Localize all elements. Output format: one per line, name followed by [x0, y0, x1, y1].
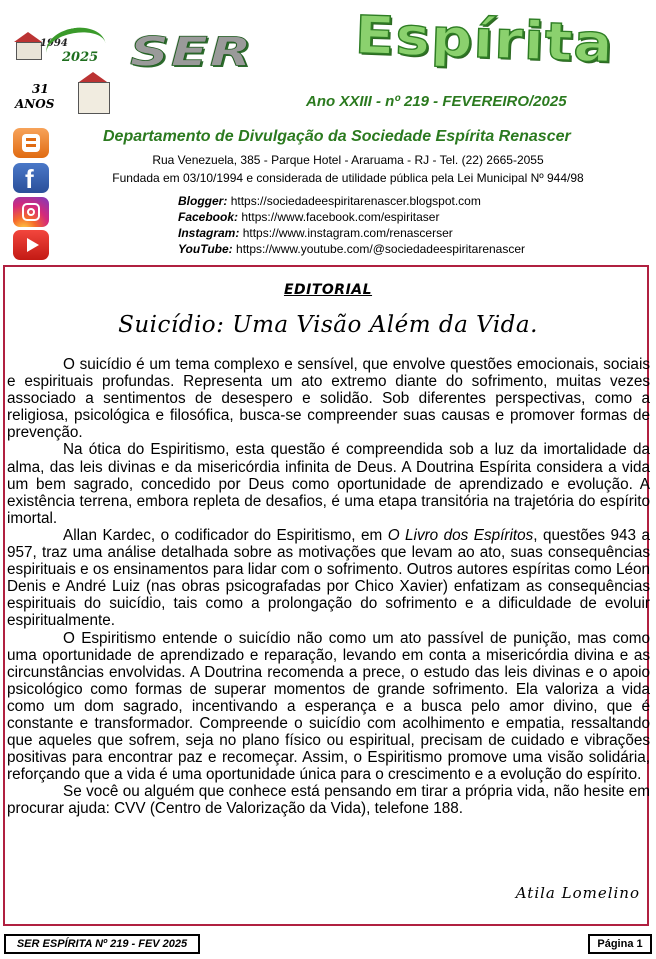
- page-number: Página 1: [588, 934, 652, 954]
- author-signature: Atila Lomelino: [515, 884, 640, 902]
- instagram-link-row: [178, 226, 453, 240]
- address-line: Rua Venezuela, 385 - Parque Hotel - Araruama - RJ - Tel. (22) 2665-2055: [152, 153, 544, 167]
- footer-edition: SER ESPÍRITA Nº 219 - FEV 2025: [4, 934, 200, 954]
- paragraph: Se você ou alguém que conhece está pensando em tirar a própria vida, não hesite em procurar ajuda: CVV (Centro de Valorização da Vida), telefone 188.: [7, 783, 650, 818]
- section-label: EDITORIAL: [283, 282, 373, 298]
- paragraph: O Espiritismo entende o suicídio não como um ato passível de punição, mas como uma oportunidade de aprendizado e reparação, levando em conta a misericórdia divina e as circunstâncias envolvidas. A Doutrina recomenda a prece, o estudo das leis divinas e o apoio psicológico como formas de superar momentos de grande sofrimento. Ela valoriza a vida como um dom sagrado, incentivando a esperança e a busca pelo amor divino, que é constante e transformador. Compreende o suicídio com acolhimento e empatia, ressaltando que aqueles que sofrem, seja no plano físico ou espiritual, precisam de cuidado e vibrações positivas para encontrar paz e recomeçar. Assim, o Espiritismo promove uma visão solidária, reforçando que a vida é uma oportunidade única para o crescimento e a evolução do espírito.: [7, 629, 650, 784]
- youtube-link[interactable]: https://www.youtube.com/@sociedadeespiritarenascer: [236, 242, 526, 256]
- youtube-link-row: [178, 242, 525, 256]
- book-title: O Livro dos Espíritos: [387, 526, 534, 544]
- blogger-link-label: Blogger:: [178, 194, 228, 208]
- logo-year-start: 1994: [40, 38, 68, 49]
- logo-year-end: 2025: [62, 50, 99, 65]
- facebook-link[interactable]: https://www.facebook.com/espiritaser: [241, 210, 440, 224]
- paragraph: [7, 527, 650, 630]
- masthead-ser: SER: [130, 28, 254, 76]
- paragraph: Na ótica do Espiritismo, esta questão é compreendida sob a luz da imortalidade da alma, das leis divinas e da misericórdia infinita de Deus. A Doutrina Espírita considera a vida um bem sagrado, concedido por Deus como oportunidade de aprendizado e evolução. A existência terrena, embora repleta de desafios, é uma etapa transitória na trajetória do espírito imortal.: [7, 441, 650, 527]
- paragraph: O suicídio é um tema complexo e sensível, que envolve questões emocionais, sociais e espirituais profundas. Representa um ato extremo diante do sofrimento, muitas vezes associado a sentimentos de desespero e solidão. Sob diferentes perspectivas, como a religiosa, psicológica e filosófica, busca-se compreender suas causas e promover formas de prevenção.: [7, 356, 650, 442]
- logo-swoosh-icon: [43, 23, 109, 74]
- department-title: Departamento de Divulgação da Sociedade Espírita Renascer: [103, 128, 571, 145]
- blogger-link-row: [178, 194, 481, 208]
- youtube-icon[interactable]: [13, 230, 49, 260]
- instagram-link[interactable]: https://www.instagram.com/renascerser: [242, 226, 453, 240]
- logo-roof-icon: [14, 32, 42, 42]
- anniversary-label: ANOS: [15, 97, 55, 111]
- instagram-icon[interactable]: [13, 197, 49, 227]
- youtube-link-label: YouTube:: [178, 242, 233, 256]
- founded-line: Fundada em 03/10/1994 e considerada de utilidade pública pela Lei Municipal Nº 944/98: [112, 171, 584, 185]
- logo-roof-small-icon: [79, 72, 107, 82]
- issue-info: Ano XXIII - nº 219 - FEVEREIRO/2025: [306, 93, 567, 110]
- instagram-link-label: Instagram:: [178, 226, 240, 240]
- paragraph-text: , questões 943 a 957, traz uma análise detalhada sobre as motivações que levam ao ato, suas consequências espirituais e os ensinamentos para lidar com o sofrimento. Outros autores espíritas como Léon Denis e André Luiz (nas obras psicografadas por Chico Xavier) enfatizam as consequências espirituais do suicídio, tais como a prolongação do sofrimento e a dificuldade de evoluir espiritualmente.: [7, 526, 650, 630]
- facebook-link-label: Facebook:: [178, 210, 239, 224]
- article-body: [7, 356, 650, 818]
- logo-house-small-icon: [78, 82, 110, 114]
- article-title: Suicídio: Uma Visão Além da Vida.: [118, 312, 538, 338]
- facebook-icon[interactable]: f: [13, 163, 49, 193]
- blogger-link[interactable]: https://sociedadeespiritarenascer.blogspot.com: [230, 194, 481, 208]
- anniversary-number: 31: [32, 82, 49, 96]
- facebook-link-row: [178, 210, 439, 224]
- paragraph-text: Allan Kardec, o codificador do Espiritismo, em: [63, 526, 388, 544]
- masthead-espirita: Espírita: [353, 4, 615, 75]
- logo-house-icon: [16, 42, 42, 60]
